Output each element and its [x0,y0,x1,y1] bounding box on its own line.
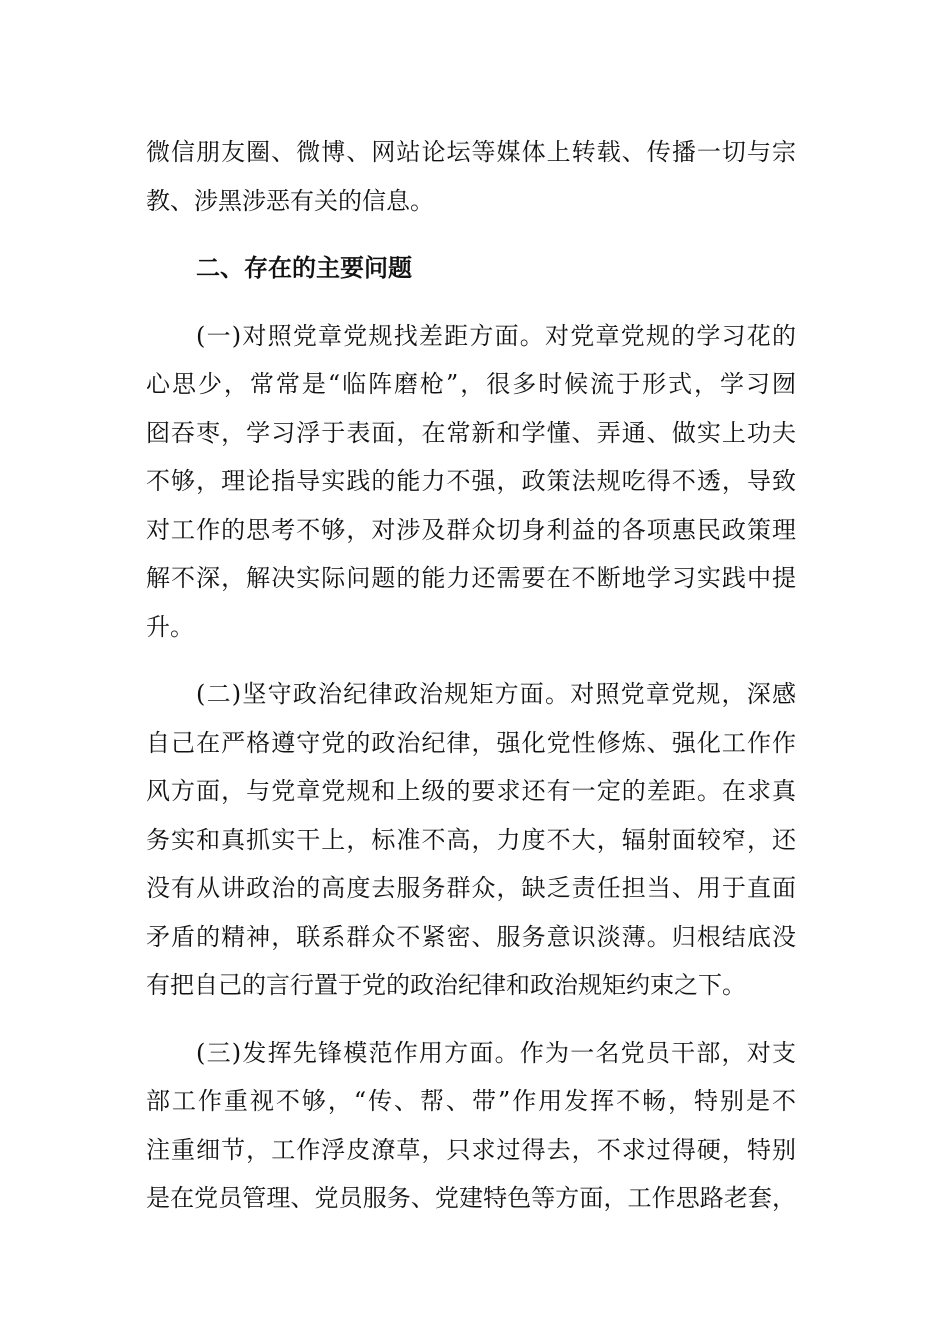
text-line: 部工作重视不够，“传、帮、带”作用发挥不畅，特别是不 [146,1087,796,1115]
heading-text: 二、存在的主要问题 [196,254,412,282]
text-line: 注重细节，工作浮皮潦草，只求过得去，不求过得硬，特别 [146,1135,796,1164]
text-line: 风方面，与党章党规和上级的要求还有一定的差距。在求真 [146,777,796,805]
document-body [146,128,796,1223]
text-line: 务实和真抓实干上，标准不高，力度不大，辐射面较窄，还 [146,825,796,854]
text-line: 不够，理论指导实践的能力不强，政策法规吃得不透，导致 [146,467,796,495]
paragraph-point-3 [146,1029,796,1223]
text-line: 是在党员管理、党员服务、党建特色等方面，工作思路老套， [146,1184,796,1212]
text-line: 对工作的思考不够，对涉及群众切身利益的各项惠民政策理 [146,515,796,544]
text-line: (三)发挥先锋模范作用方面。作为一名党员干部，对支 [196,1038,796,1067]
text-line: 有把自己的言行置于党的政治纪律和政治规矩约束之下。 [146,971,746,999]
text-line: 囵吞枣，学习浮于表面，在常新和学懂、弄通、做实上功夫 [146,418,796,447]
text-line: 解不深，解决实际问题的能力还需要在不断地学习实践中提 [146,564,796,592]
text-line: 升。 [146,612,194,641]
text-line: 自己在严格遵守党的政治纪律，强化党性修炼、强化工作作 [146,728,796,757]
text-line: 心思少，常常是“临阵磨枪”，很多时候流于形式，学习囫 [146,370,796,398]
paragraph-intro-continued [146,128,796,225]
text-line: 矛盾的精神，联系群众不紧密、服务意识淡薄。归根结底没 [146,922,796,951]
text-line: 教、涉黑涉恶有关的信息。 [146,186,434,215]
text-line: (一)对照党章党规找差距方面。对党章党规的学习花的 [196,321,796,350]
section-heading [146,244,796,293]
text-line: 微信朋友圈、微博、网站论坛等媒体上转载、传播一切与宗 [146,138,796,166]
paragraph-point-1 [146,312,796,652]
text-line: (二)坚守政治纪律政治规矩方面。对照党章党规，深感 [196,680,796,708]
paragraph-point-2 [146,670,796,1010]
text-line: 没有从讲政治的高度去服务群众，缺乏责任担当、用于直面 [146,874,796,902]
